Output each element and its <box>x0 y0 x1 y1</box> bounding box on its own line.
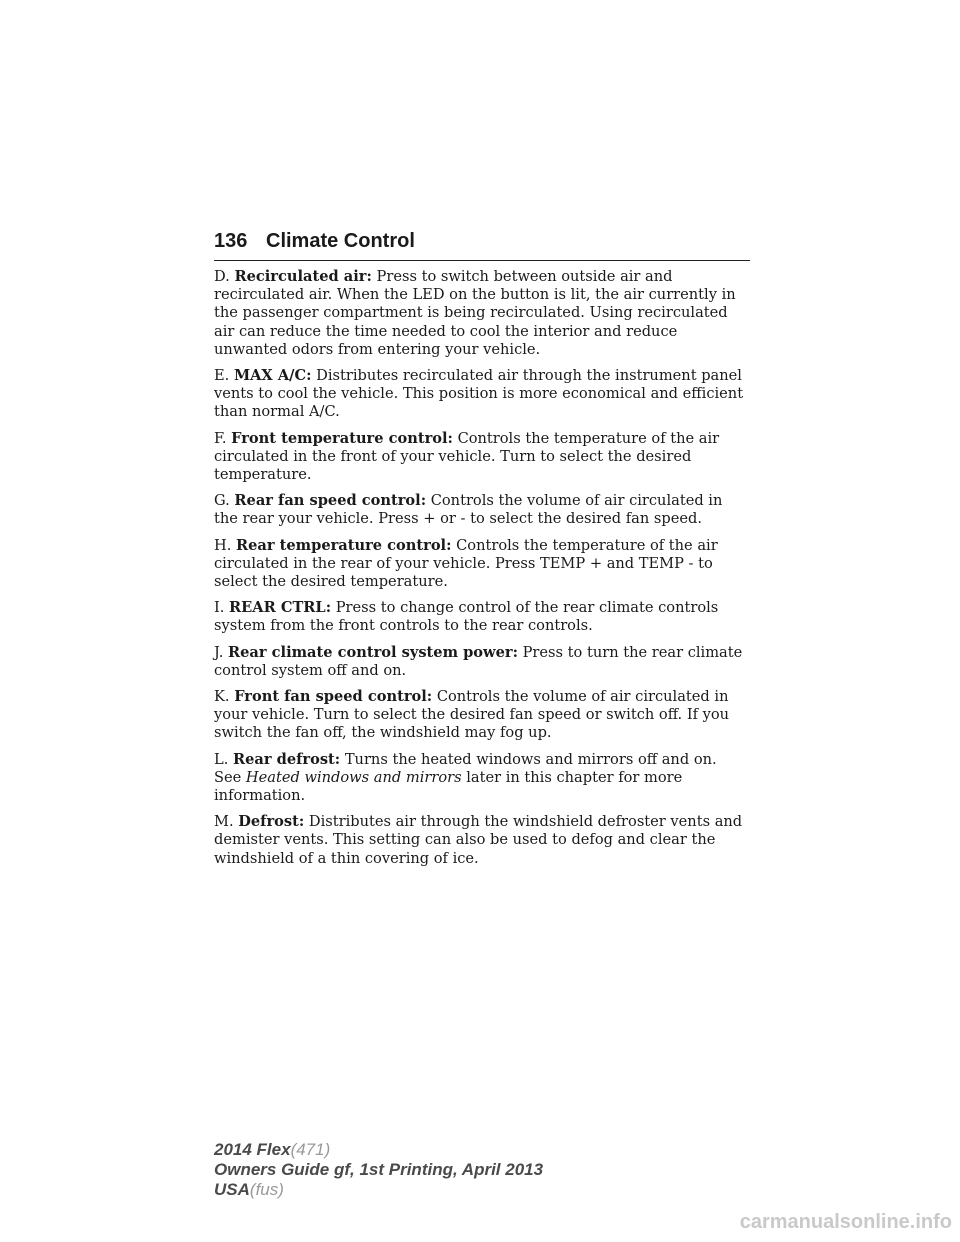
item-text: Controls the volume of air circulated in your vehicle. Turn to select the desired fan speed or switch off. If you switch the fan off, the windshield may fog up. <box>214 688 730 742</box>
item-text: Press to turn the rear climate control system off and on. <box>214 643 743 679</box>
item-text: Controls the volume of air circulated in the rear your vehicle. Press + or - to select the desired fan speed. <box>214 492 723 528</box>
page-header <box>214 228 750 261</box>
footer-line-1 <box>214 1140 543 1160</box>
footer-code: (471) <box>290 1140 331 1159</box>
item-term: Rear fan speed control: <box>234 492 427 510</box>
item-term: Recirculated air: <box>234 268 372 285</box>
item-letter: L. <box>214 750 229 768</box>
footer-line-2 <box>214 1160 543 1180</box>
item-letter: I. <box>214 599 225 617</box>
item-letter: D. <box>214 268 230 285</box>
item-text: Distributes air through the windshield defroster vents and demister vents. This setting can also be used to defog and clear the windshield of a thin covering of ice. <box>214 813 743 867</box>
list-item <box>214 537 750 592</box>
page-number: 136 <box>214 230 248 252</box>
item-text: Press to switch between outside air and recirculated air. When the LED on the button is lit, the air currently in the passenger compartment is being recirculated. Using recirculated air can reduce the time needed to cool the interior and reduce unwanted odors from entering your vehicle. <box>214 268 736 358</box>
item-term: Defrost: <box>238 813 305 831</box>
section-title: Climate Control <box>266 230 415 252</box>
cross-reference-link: Heated windows and mirrors <box>245 768 462 786</box>
item-term: Rear climate control system power: <box>228 643 518 661</box>
item-text: Press to change control of the rear climate controls system from the front controls to the rear controls. <box>214 599 719 635</box>
watermark: carmanualsonline.info <box>739 1211 952 1233</box>
item-text: Controls the temperature of the air circulated in the front of your vehicle. Turn to select the desired temperature. <box>214 429 720 484</box>
list-item <box>214 688 750 743</box>
item-term: MAX A/C: <box>233 367 312 385</box>
item-letter: F. <box>214 429 227 447</box>
item-term: Rear defrost: <box>232 750 341 768</box>
page-footer <box>214 1140 543 1200</box>
footer-printing: Owners Guide gf, 1st Printing, April 2013 <box>214 1160 544 1179</box>
item-term: Front fan speed control: <box>234 688 433 706</box>
list-item <box>214 751 750 806</box>
item-letter: K. <box>214 688 230 706</box>
item-term: Front temperature control: <box>231 429 453 447</box>
list-item <box>214 492 750 528</box>
list-item <box>214 644 750 680</box>
item-term: Rear temperature control: <box>236 536 452 554</box>
item-letter: G. <box>214 492 230 510</box>
list-item <box>214 430 750 485</box>
footer-region: USA <box>214 1180 250 1199</box>
item-text: Turns the heated windows and mirrors off and on. <box>344 750 717 768</box>
list-item <box>214 268 750 359</box>
item-letter: H. <box>214 536 232 554</box>
item-term: REAR CTRL: <box>229 599 332 617</box>
item-letter: E. <box>214 367 230 385</box>
footer-region-code: (fus) <box>249 1180 284 1199</box>
footer-model: 2014 Flex <box>214 1140 291 1159</box>
list-item <box>214 599 750 635</box>
content-body <box>214 268 750 876</box>
list-item <box>214 367 750 422</box>
footer-line-3 <box>214 1180 543 1200</box>
list-item <box>214 813 750 868</box>
item-letter: M. <box>214 813 234 831</box>
see-prefix: See <box>214 768 242 786</box>
item-text: Distributes recirculated air through the instrument panel vents to cool the vehicle. This position is more economical and efficient than normal A/C. <box>214 367 744 421</box>
item-letter: J. <box>214 643 224 661</box>
item-text: Controls the temperature of the air circulated in the rear of your vehicle. Press TEMP + and TEMP - to select the desired temperature. <box>214 536 718 591</box>
see-suffix: later in this chapter for more information. <box>214 768 683 805</box>
